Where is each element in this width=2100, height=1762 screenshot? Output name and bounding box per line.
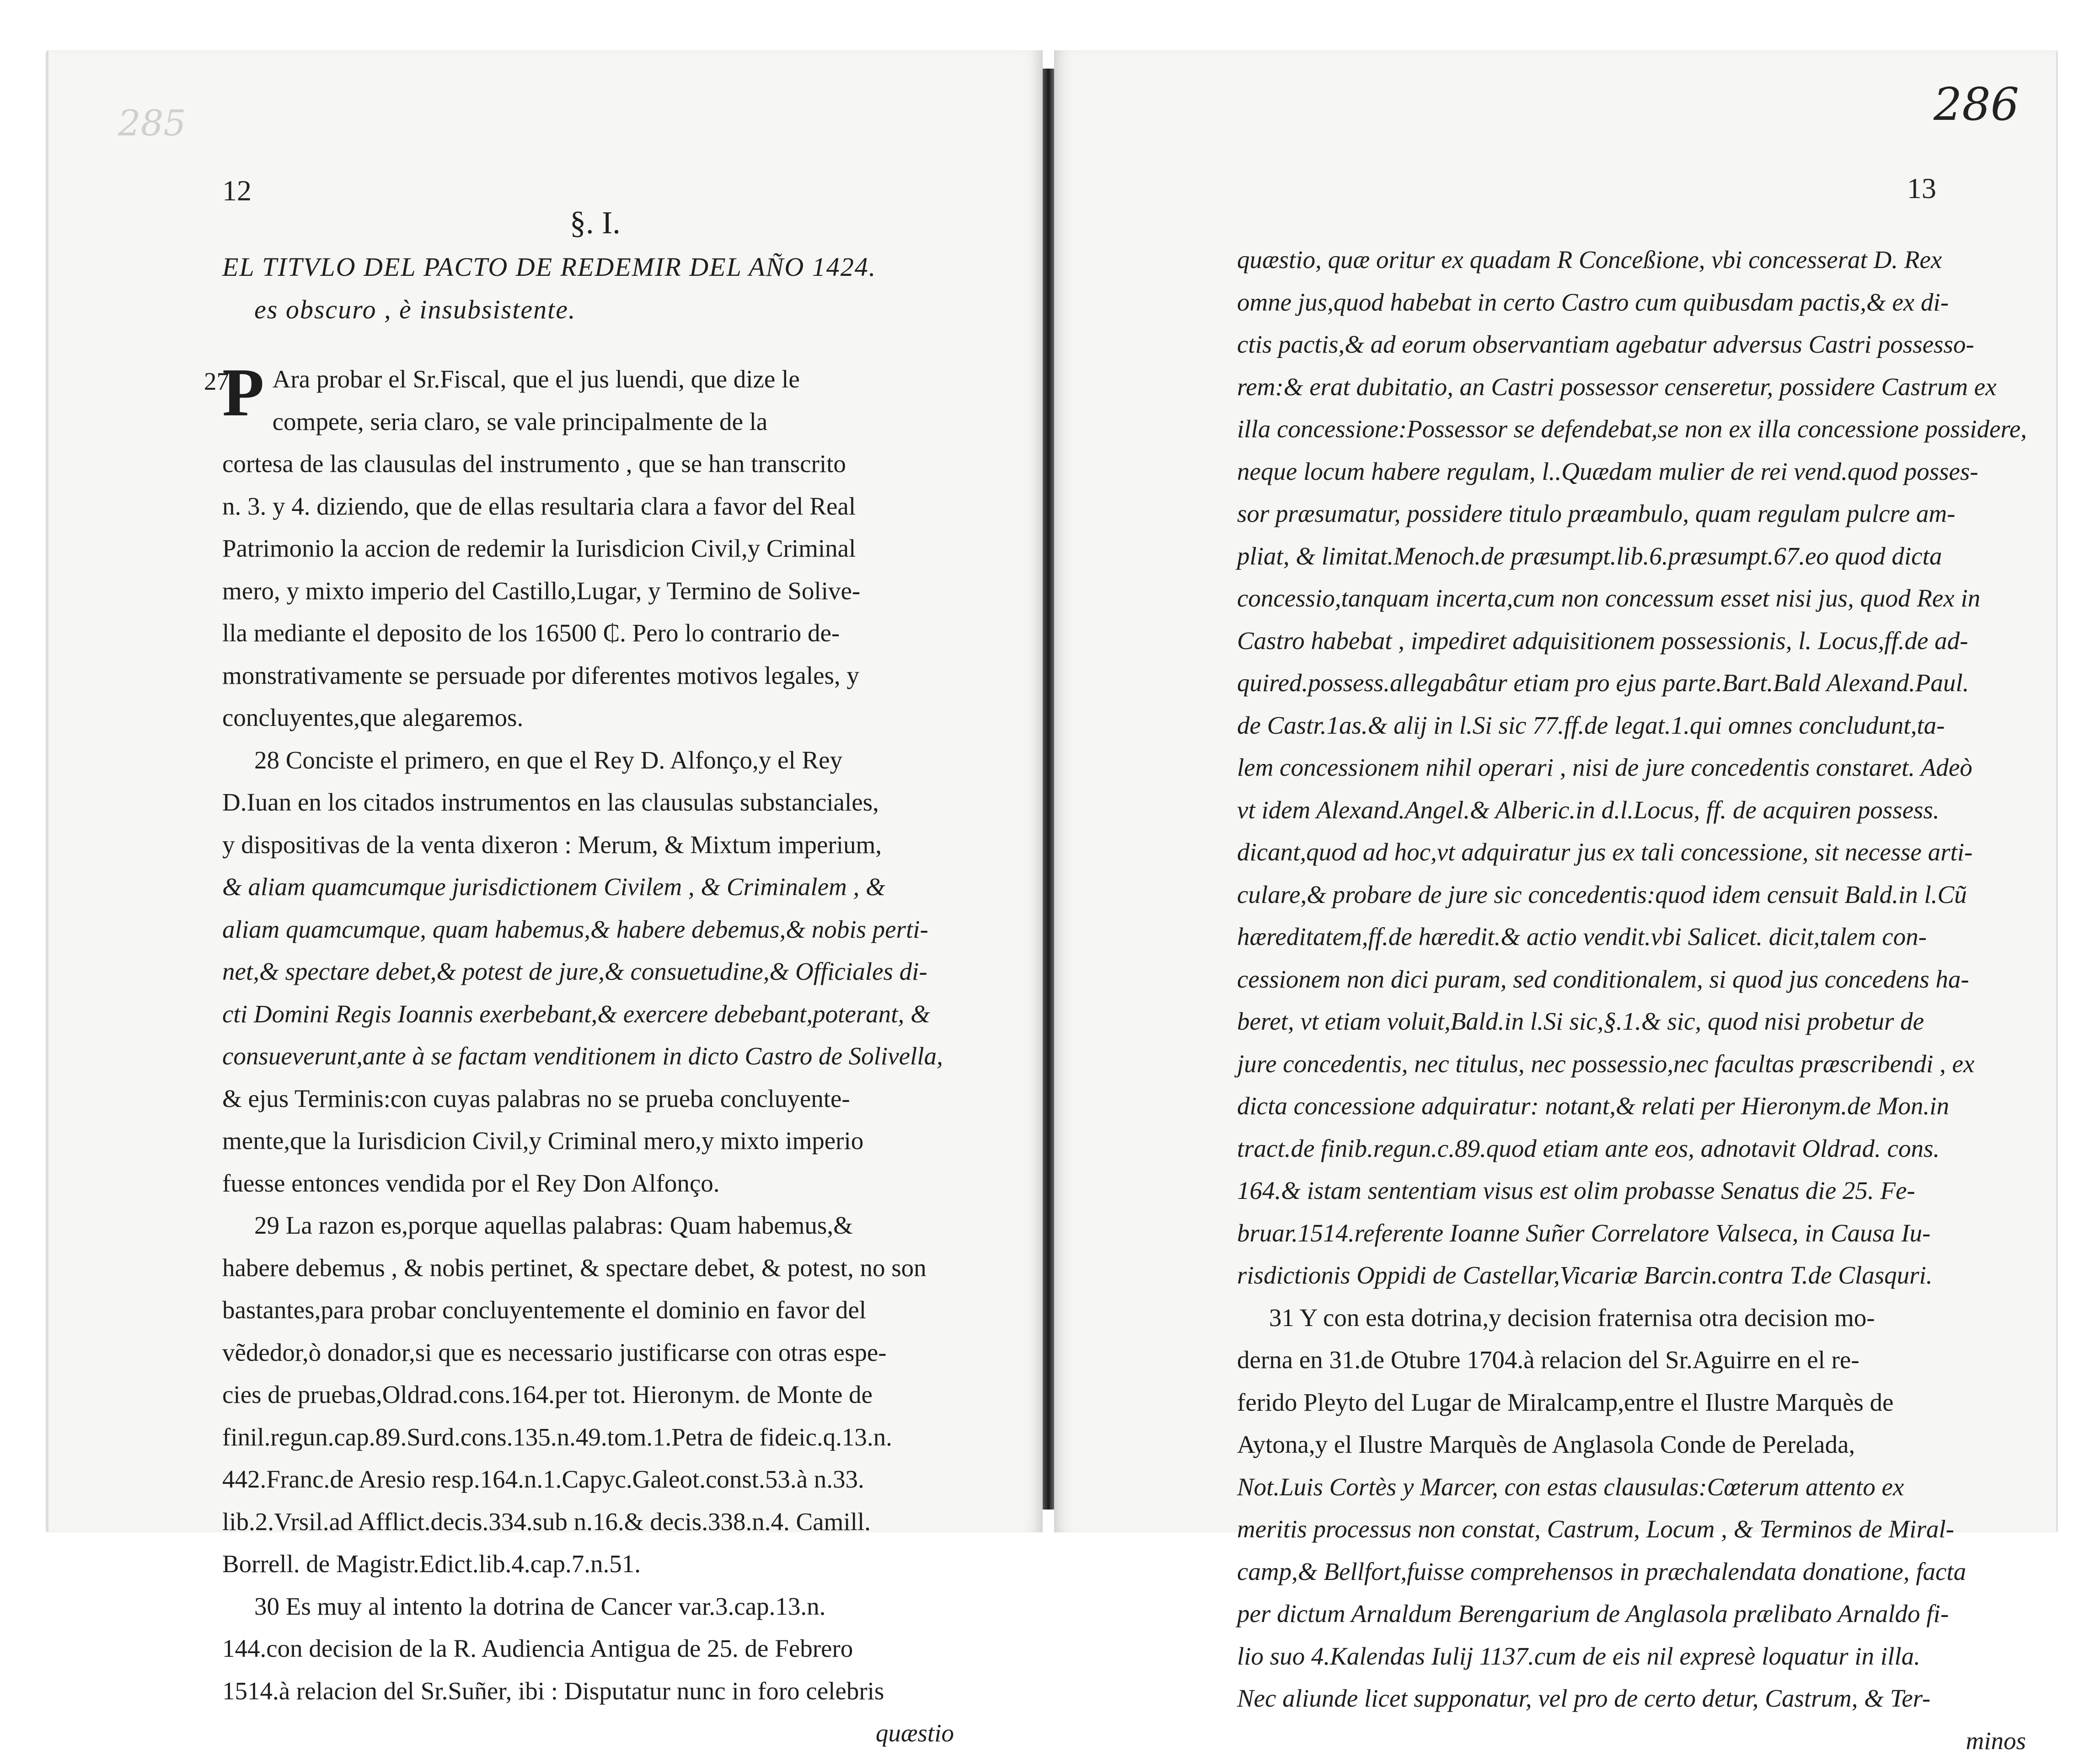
text-line: compete, seria claro, se vale principalmente de la: [222, 401, 954, 443]
text-line: n. 3. y 4. diziendo, que de ellas resultaria clara a favor del Real: [222, 485, 954, 528]
text-line: lib.2.Vrsil.ad Afflict.decis.334.sub n.16.& decis.338.n.4. Camill.: [222, 1501, 954, 1543]
text-line: Patrimonio la accion de redemir la Iurisdicion Civil,y Criminal: [222, 527, 954, 570]
text-line: finil.regun.cap.89.Surd.cons.135.n.49.tom.1.Petra de fideic.q.13.n.: [222, 1416, 954, 1459]
text-line: net,& spectare debet,& potest de jure,& consuetudine,& Officiales di-: [222, 951, 954, 993]
paragraph-30: [222, 1585, 954, 1755]
text-line: & aliam quamcumque jurisdictionem Civilem , & Criminalem , &: [222, 866, 954, 908]
page-number: 13: [1907, 172, 1936, 205]
text-line: illa concessione:Possessor se defendebat,se non ex illa concessione possidere,: [1237, 408, 2026, 451]
text-line: rem:& erat dubitatio, an Castri possessor censeretur, possidere Castrum ex: [1237, 366, 2026, 408]
right-page: [1054, 50, 2058, 1532]
left-page: [46, 50, 1043, 1532]
text-line: vt idem Alexand.Angel.& Alberic.in d.l.Locus, ff. de acquiren possess.: [1237, 789, 2026, 832]
text-line: neque locum habere regulam, l..Quædam mulier de rei vend.quod posses-: [1237, 451, 2026, 493]
text-line: 28 Conciste el primero, en que el Rey D. Alfonço,y el Rey: [222, 739, 954, 782]
text-line: 442.Franc.de Aresio resp.164.n.1.Capyc.Galeot.const.53.à n.33.: [222, 1458, 954, 1501]
paragraph-28: [222, 739, 954, 1205]
text-line: beret, vt etiam voluit,Bald.in l.Si sic,§.1.& sic, quod nisi probetur de: [1237, 1000, 2026, 1043]
text-line: consueverunt,ante à se factam venditionem in dicto Castro de Solivella,: [222, 1035, 954, 1078]
text-line: 164.& istam sententiam visus est olim probasse Senatus die 25. Fe-: [1237, 1170, 2026, 1212]
text-line: Nec aliunde licet supponatur, vel pro de certo detur, Castrum, & Ter-: [1237, 1677, 2026, 1720]
text-line: 29 La razon es,porque aquellas palabras: Quam habemus,&: [222, 1204, 954, 1247]
text-line: monstrativamente se persuade por diferentes motivos legales, y: [222, 655, 954, 697]
text-line: & ejus Terminis:con cuyas palabras no se prueba concluyente-: [222, 1078, 954, 1120]
text-line: hæreditatem,ff.de hæredit.& actio vendit.vbi Salicet. dicit,talem con-: [1237, 916, 2026, 958]
text-line: Not.Luis Cortès y Marcer, con estas clausulas:Cœterum attento ex: [1237, 1466, 2026, 1509]
text-line: tract.de finib.regun.c.89.quod etiam ante eos, adnotavit Oldrad. cons.: [1237, 1128, 2026, 1170]
text-line: lio suo 4.Kalendas Iulij 1137.cum de eis nil expresè loquatur in illa.: [1237, 1635, 2026, 1678]
text-line: 30 Es muy al intento la dotrina de Cancer var.3.cap.13.n.: [222, 1585, 954, 1628]
section-mark: §. I.: [570, 205, 621, 242]
text-line: cti Domini Regis Ioannis exerbebant,& exercere debebant,poterant, &: [222, 993, 954, 1036]
page-number: 12: [222, 174, 252, 208]
text-line: cessionem non dici puram, sed conditionalem, si quod jus concedens ha-: [1237, 958, 2026, 1001]
text-line: concluyentes,que alegaremos.: [222, 697, 954, 739]
section-subheading: es obscuro , è insubsistente.: [254, 289, 954, 331]
text-line: fuesse entonces vendida por el Rey Don Alfonço.: [222, 1162, 954, 1205]
text-line: 144.con decision de la R. Audiencia Antigua de 25. de Febrero: [222, 1628, 954, 1670]
text-line: dicant,quod ad hoc,vt adquiratur jus ex tali concessione, sit necesse arti-: [1237, 831, 2026, 874]
drop-cap: P: [222, 363, 264, 422]
text-line: culare,& probare de jure sic concedentis:quod idem censuit Bald.in l.Cũ: [1237, 874, 2026, 916]
text-line: lla mediante el deposito de los 16500 ₵. Pero lo contrario de-: [222, 612, 954, 655]
text-line: bastantes,para probar concluyentemente el dominio en favor del: [222, 1289, 954, 1332]
paragraph-number: 27: [204, 360, 229, 403]
text-line: omne jus,quod habebat in certo Castro cum quibusdam pactis,& ex di-: [1237, 281, 2026, 324]
text-line: vẽdedor,ò donador,si que es necessario justificarse con otras espe-: [222, 1332, 954, 1374]
text-line: bruar.1514.referente Ioanne Suñer Correlatore Valseca, in Causa Iu-: [1237, 1212, 2026, 1255]
text-line: camp,& Bellfort,fuisse comprehensos in præchalendata donatione, facta: [1237, 1551, 2026, 1593]
text-line: D.Iuan en los citados instrumentos en las clausulas substanciales,: [222, 781, 954, 824]
book-gutter: [1043, 69, 1054, 1510]
text-line: Ara probar el Sr.Fiscal, que el jus luendi, que dize le: [222, 358, 954, 401]
text-line: derna en 31.de Otubre 1704.à relacion del Sr.Aguirre en el re-: [1237, 1339, 2026, 1381]
catchword: quæstio: [222, 1712, 954, 1755]
paragraph-27: [222, 358, 954, 739]
text-line: risdictionis Oppidi de Castellar,Vicariæ Barcin.contra T.de Clasquri.: [1237, 1254, 2026, 1297]
text-line: habere debemus , & nobis pertinet, & spectare debet, & potest, no son: [222, 1247, 954, 1289]
text-line: per dictum Arnaldum Berengarium de Anglasola prælibato Arnaldo fi-: [1237, 1593, 2026, 1635]
text-line: meritis processus non constat, Castrum, Locum , & Terminos de Miral-: [1237, 1508, 2026, 1551]
text-line: sor præsumatur, possidere titulo præambulo, quam regulam pulcre am-: [1237, 493, 2026, 535]
section-heading: EL TITVLO DEL PACTO DE REDEMIR DEL AÑO 1424.: [222, 246, 954, 289]
text-line: dicta concessione adquiratur: notant,& relati per Hieronym.de Mon.in: [1237, 1085, 2026, 1128]
text-line: 31 Y con esta dotrina,y decision fraternisa otra decision mo-: [1237, 1297, 2026, 1339]
text-line: de Castr.1as.& alij in l.Si sic 77.ff.de legat.1.qui omnes concludunt,ta-: [1237, 704, 2026, 747]
text-line: quæstio, quæ oritur ex quadam R Conceßione, vbi concesserat D. Rex: [1237, 239, 2026, 281]
right-text-block: [1237, 239, 2026, 1762]
text-line: y dispositivas de la venta dixeron : Merum, & Mixtum imperium,: [222, 824, 954, 866]
text-line: Castro habebat , impediret adquisitionem possessionis, l. Locus,ff.de ad-: [1237, 620, 2026, 662]
paragraph-29: [222, 1204, 954, 1585]
text-line: quired.possess.allegabâtur etiam pro ejus parte.Bart.Bald Alexand.Paul.: [1237, 662, 2026, 704]
text-line: jure concedentis, nec titulus, nec possessio,nec facultas præscribendi , ex: [1237, 1043, 2026, 1085]
text-line: Borrell. de Magistr.Edict.lib.4.cap.7.n.51.: [222, 1543, 954, 1585]
text-line: Aytona,y el Ilustre Marquès de Anglasola Conde de Perelada,: [1237, 1424, 2026, 1466]
text-line: ferido Pleyto del Lugar de Miralcamp,entre el Ilustre Marquès de: [1237, 1381, 2026, 1424]
text-line: mero, y mixto imperio del Castillo,Lugar, y Termino de Solive-: [222, 570, 954, 612]
text-line: mente,que la Iurisdicion Civil,y Criminal mero,y mixto imperio: [222, 1120, 954, 1162]
text-line: cies de pruebas,Oldrad.cons.164.per tot. Hieronym. de Monte de: [222, 1374, 954, 1416]
faint-folio-number: 285: [118, 103, 186, 144]
catchword: minos: [1237, 1720, 2026, 1762]
text-line: lem concessionem nihil operari , nisi de jure concedentis constaret. Adeò: [1237, 747, 2026, 789]
left-text-block: [222, 246, 954, 1755]
text-line: 1514.à relacion del Sr.Suñer, ibi : Disputatur nunc in foro celebris: [222, 1670, 954, 1713]
text-line: aliam quamcumque, quam habemus,& habere debemus,& nobis perti-: [222, 908, 954, 951]
text-line: pliat, & limitat.Menoch.de præsumpt.lib.6.præsumpt.67.eo quod dicta: [1237, 535, 2026, 578]
handwritten-folio-number: 286: [1934, 79, 2019, 131]
text-line: concessio,tanquam incerta,cum non concessum esset nisi jus, quod Rex in: [1237, 577, 2026, 620]
text-line: cortesa de las clausulas del instrumento , que se han transcrito: [222, 443, 954, 485]
text-line: ctis pactis,& ad eorum observantiam agebatur adversus Castri possesso-: [1237, 323, 2026, 366]
